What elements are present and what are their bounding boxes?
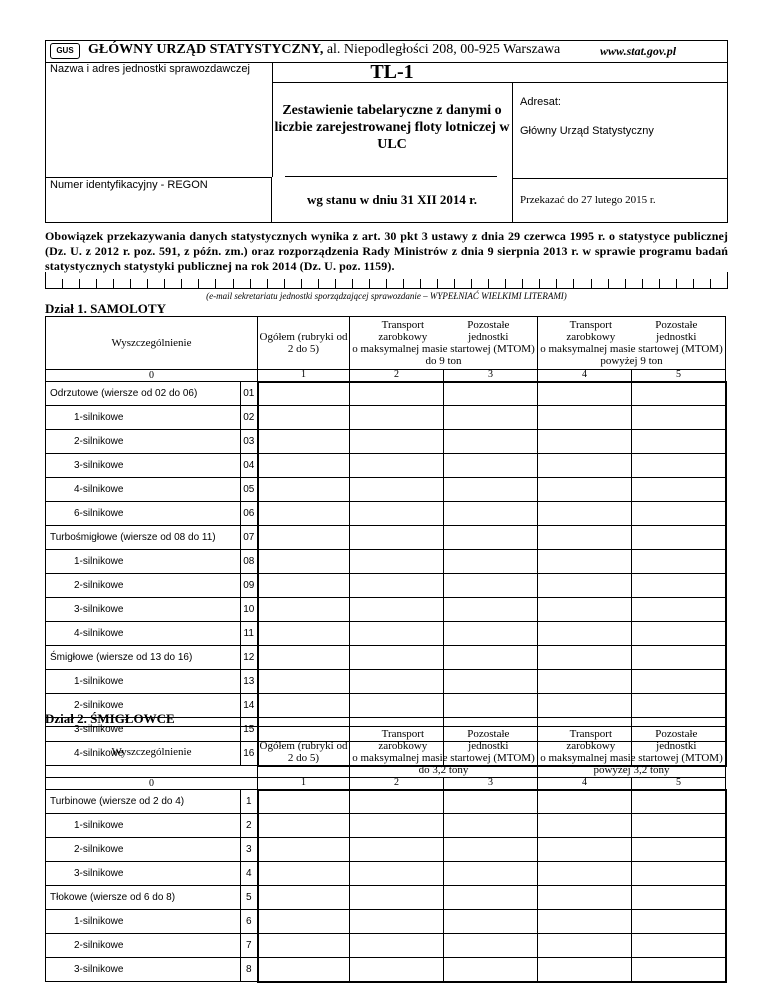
as-of-date: wg stanu w dniu 31 XII 2014 r.: [306, 192, 477, 207]
col-group-a-label: o maksymalnej masie startowej (MTOM) do 9 ton: [352, 343, 535, 367]
data-cell[interactable]: [538, 694, 632, 718]
data-cell[interactable]: [444, 646, 538, 670]
section-2-title: Dział 2. ŚMIGŁOWCE: [45, 711, 175, 726]
row-number: 6: [241, 910, 258, 934]
data-cell[interactable]: [538, 646, 632, 670]
col-other: Pozostałe jednostki: [655, 319, 698, 343]
row-label: Turbinowe (wiersze od 2 do 4): [46, 790, 241, 814]
data-cell[interactable]: [632, 502, 726, 526]
row-label: 4-silnikowe: [46, 478, 241, 502]
table-row: [46, 502, 726, 526]
data-cell[interactable]: [538, 478, 632, 502]
col-group-b-label: o maksymalnej masie startowej (MTOM) powyżej 9 ton: [540, 343, 723, 367]
row-label: Tłokowe (wiersze od 6 do 8): [46, 886, 241, 910]
row-number: 13: [241, 670, 258, 694]
data-cell[interactable]: [258, 886, 350, 910]
data-cell[interactable]: [444, 886, 538, 910]
col-total: Ogółem (rubryki od 2 do 5): [258, 727, 350, 778]
table-row: [46, 958, 726, 982]
data-cell[interactable]: [350, 382, 444, 406]
data-cell[interactable]: [632, 886, 726, 910]
data-cell[interactable]: [538, 790, 632, 814]
data-cell[interactable]: [632, 694, 726, 718]
table-row: [46, 814, 726, 838]
data-cell[interactable]: [538, 622, 632, 646]
row-number: 1: [241, 790, 258, 814]
data-cell[interactable]: [444, 958, 538, 982]
data-cell[interactable]: [258, 862, 350, 886]
header-divider: [512, 178, 728, 179]
email-input[interactable]: [45, 272, 728, 289]
col-index: 3: [444, 778, 538, 790]
row-number: 10: [241, 598, 258, 622]
addressee-label: Adresat:: [520, 96, 561, 108]
data-cell[interactable]: [538, 910, 632, 934]
data-cell[interactable]: [632, 790, 726, 814]
row-number: 8: [241, 958, 258, 982]
table-row: [46, 430, 726, 454]
data-cell[interactable]: [258, 598, 350, 622]
data-cell[interactable]: [632, 934, 726, 958]
col-index: 5: [632, 778, 726, 790]
data-cell[interactable]: [258, 694, 350, 718]
data-cell[interactable]: [350, 694, 444, 718]
col-index: 5: [632, 370, 726, 382]
data-cell[interactable]: [258, 454, 350, 478]
data-cell[interactable]: [350, 550, 444, 574]
data-cell[interactable]: [632, 574, 726, 598]
data-cell[interactable]: [632, 430, 726, 454]
data-cell[interactable]: [538, 526, 632, 550]
col-group-b-label: o maksymalnej masie startowej (MTOM) powyżej 3,2 tony: [540, 752, 723, 776]
table-row: [46, 526, 726, 550]
table-row: [46, 454, 726, 478]
header-divider: [285, 176, 497, 177]
table-row: [46, 790, 726, 814]
data-cell[interactable]: [258, 790, 350, 814]
row-number: 2: [241, 814, 258, 838]
col-index: 1: [258, 778, 350, 790]
table-row: [46, 646, 726, 670]
data-cell[interactable]: [350, 646, 444, 670]
table-row: [46, 862, 726, 886]
data-cell[interactable]: [444, 814, 538, 838]
data-cell[interactable]: [258, 574, 350, 598]
row-label: Turbośmigłowe (wiersze od 08 do 11): [46, 526, 241, 550]
data-cell[interactable]: [350, 526, 444, 550]
data-cell[interactable]: [258, 382, 350, 406]
table-row: [46, 406, 726, 430]
data-cell[interactable]: [444, 934, 538, 958]
data-cell[interactable]: [444, 406, 538, 430]
data-cell[interactable]: [350, 838, 444, 862]
col-transport: Transport zarobkowy: [566, 319, 616, 343]
data-cell[interactable]: [258, 934, 350, 958]
data-cell[interactable]: [258, 814, 350, 838]
org-name: GŁÓWNY URZĄD STATYSTYCZNY,: [88, 42, 324, 57]
row-number: 7: [241, 934, 258, 958]
data-cell[interactable]: [258, 526, 350, 550]
table-row: [46, 886, 726, 910]
table-row: [46, 550, 726, 574]
col-transport: Transport zarobkowy: [378, 728, 428, 752]
legal-obligation-text: Obowiązek przekazywania danych statystycznych wynika z art. 30 pkt 3 ustawy z dnia 29 czerwca 1995 r. o statystyce publicznej (Dz. U. z 2012 r. poz. 591, z późn. zm.) oraz rozporządzenia Rady Ministrów z dnia 9 sierpnia 2013 r. w sprawie programu badań statystycznych statystyki publicznej na rok 2014 (Dz. U. poz. 1159).: [45, 229, 728, 273]
data-cell[interactable]: [538, 550, 632, 574]
data-cell[interactable]: [538, 430, 632, 454]
data-cell[interactable]: [538, 406, 632, 430]
data-cell[interactable]: [632, 622, 726, 646]
data-cell[interactable]: [444, 526, 538, 550]
data-cell[interactable]: [444, 838, 538, 862]
data-cell[interactable]: [444, 910, 538, 934]
row-number: 04: [241, 454, 258, 478]
deadline-text: Przekazać do 27 lutego 2015 r.: [520, 194, 656, 206]
data-cell[interactable]: [632, 670, 726, 694]
data-cell[interactable]: [444, 862, 538, 886]
addressee-name: Główny Urząd Statystyczny: [520, 125, 654, 137]
col-index: 2: [350, 370, 444, 382]
row-label: 2-silnikowe: [46, 934, 241, 958]
data-cell[interactable]: [350, 886, 444, 910]
row-number: 16: [241, 742, 258, 766]
data-cell[interactable]: [258, 646, 350, 670]
row-label: 4-silnikowe: [46, 622, 241, 646]
data-cell[interactable]: [258, 958, 350, 982]
col-group-b: [538, 317, 726, 370]
col-index: 0: [46, 370, 258, 382]
col-index: 0: [46, 778, 258, 790]
row-number: 15: [241, 718, 258, 742]
row-label: 3-silnikowe: [46, 454, 241, 478]
data-cell[interactable]: [632, 550, 726, 574]
row-label: Odrzutowe (wiersze od 02 do 06): [46, 382, 241, 406]
data-cell[interactable]: [258, 838, 350, 862]
row-number: 01: [241, 382, 258, 406]
row-label: 2-silnikowe: [46, 838, 241, 862]
row-label: 1-silnikowe: [46, 550, 241, 574]
data-cell[interactable]: [538, 670, 632, 694]
row-number: 5: [241, 886, 258, 910]
table-row: [46, 574, 726, 598]
col-index: 4: [538, 778, 632, 790]
data-cell[interactable]: [632, 406, 726, 430]
data-cell[interactable]: [350, 814, 444, 838]
section-1-title: Dział 1. SAMOLOTY: [45, 301, 166, 316]
col-index: 1: [258, 370, 350, 382]
section-2-table: [45, 726, 727, 983]
data-cell[interactable]: [632, 382, 726, 406]
row-number: 05: [241, 478, 258, 502]
data-cell[interactable]: [538, 598, 632, 622]
gus-logo: GUS: [50, 43, 80, 59]
data-cell[interactable]: [350, 430, 444, 454]
row-label: 3-silnikowe: [46, 958, 241, 982]
table-row: [46, 670, 726, 694]
data-cell[interactable]: [538, 574, 632, 598]
data-cell[interactable]: [350, 406, 444, 430]
table-row: [46, 838, 726, 862]
row-number: 3: [241, 838, 258, 862]
data-cell[interactable]: [258, 430, 350, 454]
col-total: Ogółem (rubryki od 2 do 5): [258, 317, 350, 370]
row-number: 12: [241, 646, 258, 670]
data-cell[interactable]: [444, 382, 538, 406]
data-cell[interactable]: [538, 934, 632, 958]
data-cell[interactable]: [258, 478, 350, 502]
data-cell[interactable]: [258, 670, 350, 694]
respondent-label: Nazwa i adres jednostki sprawozdawczej: [50, 63, 250, 75]
header-divider: [512, 82, 513, 223]
row-label: 2-silnikowe: [46, 430, 241, 454]
data-cell[interactable]: [350, 454, 444, 478]
data-cell[interactable]: [350, 502, 444, 526]
row-label: Śmigłowe (wiersze od 13 do 16): [46, 646, 241, 670]
row-label: 1-silnikowe: [46, 910, 241, 934]
row-number: 14: [241, 694, 258, 718]
data-cell[interactable]: [258, 550, 350, 574]
data-cell[interactable]: [350, 790, 444, 814]
row-number: 03: [241, 430, 258, 454]
col-other: Pozostałe jednostki: [655, 728, 698, 752]
data-cell[interactable]: [350, 670, 444, 694]
row-label: 3-silnikowe: [46, 862, 241, 886]
row-label: 3-silnikowe: [46, 718, 241, 742]
data-cell[interactable]: [350, 958, 444, 982]
data-cell[interactable]: [632, 646, 726, 670]
data-cell[interactable]: [538, 814, 632, 838]
data-cell[interactable]: [444, 430, 538, 454]
data-cell[interactable]: [538, 838, 632, 862]
col-transport: Transport zarobkowy: [566, 728, 616, 752]
website-link[interactable]: www.stat.gov.pl: [600, 44, 677, 58]
data-cell[interactable]: [538, 862, 632, 886]
data-cell[interactable]: [258, 910, 350, 934]
data-cell[interactable]: [258, 406, 350, 430]
table-row: [46, 622, 726, 646]
row-label: 2-silnikowe: [46, 574, 241, 598]
col-group-b: [538, 727, 726, 778]
table-row: [46, 910, 726, 934]
data-cell[interactable]: [444, 622, 538, 646]
col-group-a: [350, 727, 538, 778]
form-code: TL-1: [370, 61, 414, 83]
col-other: Pozostałe jednostki: [467, 728, 510, 752]
data-cell[interactable]: [538, 454, 632, 478]
data-cell[interactable]: [632, 958, 726, 982]
data-cell[interactable]: [444, 478, 538, 502]
row-label: 1-silnikowe: [46, 814, 241, 838]
data-cell[interactable]: [444, 694, 538, 718]
data-cell[interactable]: [632, 598, 726, 622]
data-cell[interactable]: [350, 478, 444, 502]
data-cell[interactable]: [632, 910, 726, 934]
data-cell[interactable]: [350, 598, 444, 622]
regon-label: Numer identyfikacyjny - REGON: [50, 179, 208, 191]
data-cell[interactable]: [632, 526, 726, 550]
data-cell[interactable]: [258, 622, 350, 646]
org-address: al. Niepodległości 208, 00-925 Warszawa: [323, 42, 561, 57]
table-row: [46, 382, 726, 406]
table-row: [46, 934, 726, 958]
table-row: [46, 598, 726, 622]
email-note: (e-mail sekretariatu jednostki sporządzającej sprawozdanie – WYPEŁNIAĆ WIELKIMI LITERAMI): [206, 291, 567, 301]
data-cell[interactable]: [632, 478, 726, 502]
row-number: 11: [241, 622, 258, 646]
col-desc: Wyszczególnienie: [46, 727, 258, 778]
data-cell[interactable]: [350, 574, 444, 598]
form-title: Zestawienie tabelaryczne z danymi o liczbie zarejestrowanej floty lotniczej w ULC: [274, 103, 510, 152]
data-cell[interactable]: [350, 622, 444, 646]
row-label: 4-silnikowe: [46, 742, 241, 766]
data-cell[interactable]: [350, 934, 444, 958]
data-cell[interactable]: [350, 910, 444, 934]
data-cell[interactable]: [444, 598, 538, 622]
row-number: 4: [241, 862, 258, 886]
row-label: 1-silnikowe: [46, 406, 241, 430]
data-cell[interactable]: [350, 862, 444, 886]
data-cell[interactable]: [538, 886, 632, 910]
row-label: 6-silnikowe: [46, 502, 241, 526]
col-transport: Transport zarobkowy: [378, 319, 428, 343]
row-number: 07: [241, 526, 258, 550]
col-index: 3: [444, 370, 538, 382]
data-cell[interactable]: [632, 814, 726, 838]
row-number: 08: [241, 550, 258, 574]
data-cell[interactable]: [538, 502, 632, 526]
col-index: 2: [350, 778, 444, 790]
col-group-a-label: o maksymalnej masie startowej (MTOM) do 3,2 tony: [352, 752, 535, 776]
data-cell[interactable]: [444, 454, 538, 478]
row-label: 2-silnikowe: [46, 694, 241, 718]
row-number: 06: [241, 502, 258, 526]
col-other: Pozostałe jednostki: [467, 319, 510, 343]
row-label: 1-silnikowe: [46, 670, 241, 694]
data-cell[interactable]: [444, 550, 538, 574]
data-cell[interactable]: [632, 454, 726, 478]
data-cell[interactable]: [632, 862, 726, 886]
col-index: 4: [538, 370, 632, 382]
row-number: 02: [241, 406, 258, 430]
data-cell[interactable]: [444, 502, 538, 526]
section-1-table: [45, 316, 727, 767]
row-label: 3-silnikowe: [46, 598, 241, 622]
row-number: 09: [241, 574, 258, 598]
data-cell[interactable]: [444, 790, 538, 814]
data-cell[interactable]: [258, 502, 350, 526]
table-row: [46, 478, 726, 502]
organization-line: [88, 42, 560, 58]
col-desc: Wyszczególnienie: [46, 317, 258, 370]
col-group-a: [350, 317, 538, 370]
data-cell[interactable]: [632, 838, 726, 862]
data-cell[interactable]: [538, 958, 632, 982]
data-cell[interactable]: [444, 574, 538, 598]
data-cell[interactable]: [538, 382, 632, 406]
data-cell[interactable]: [444, 670, 538, 694]
